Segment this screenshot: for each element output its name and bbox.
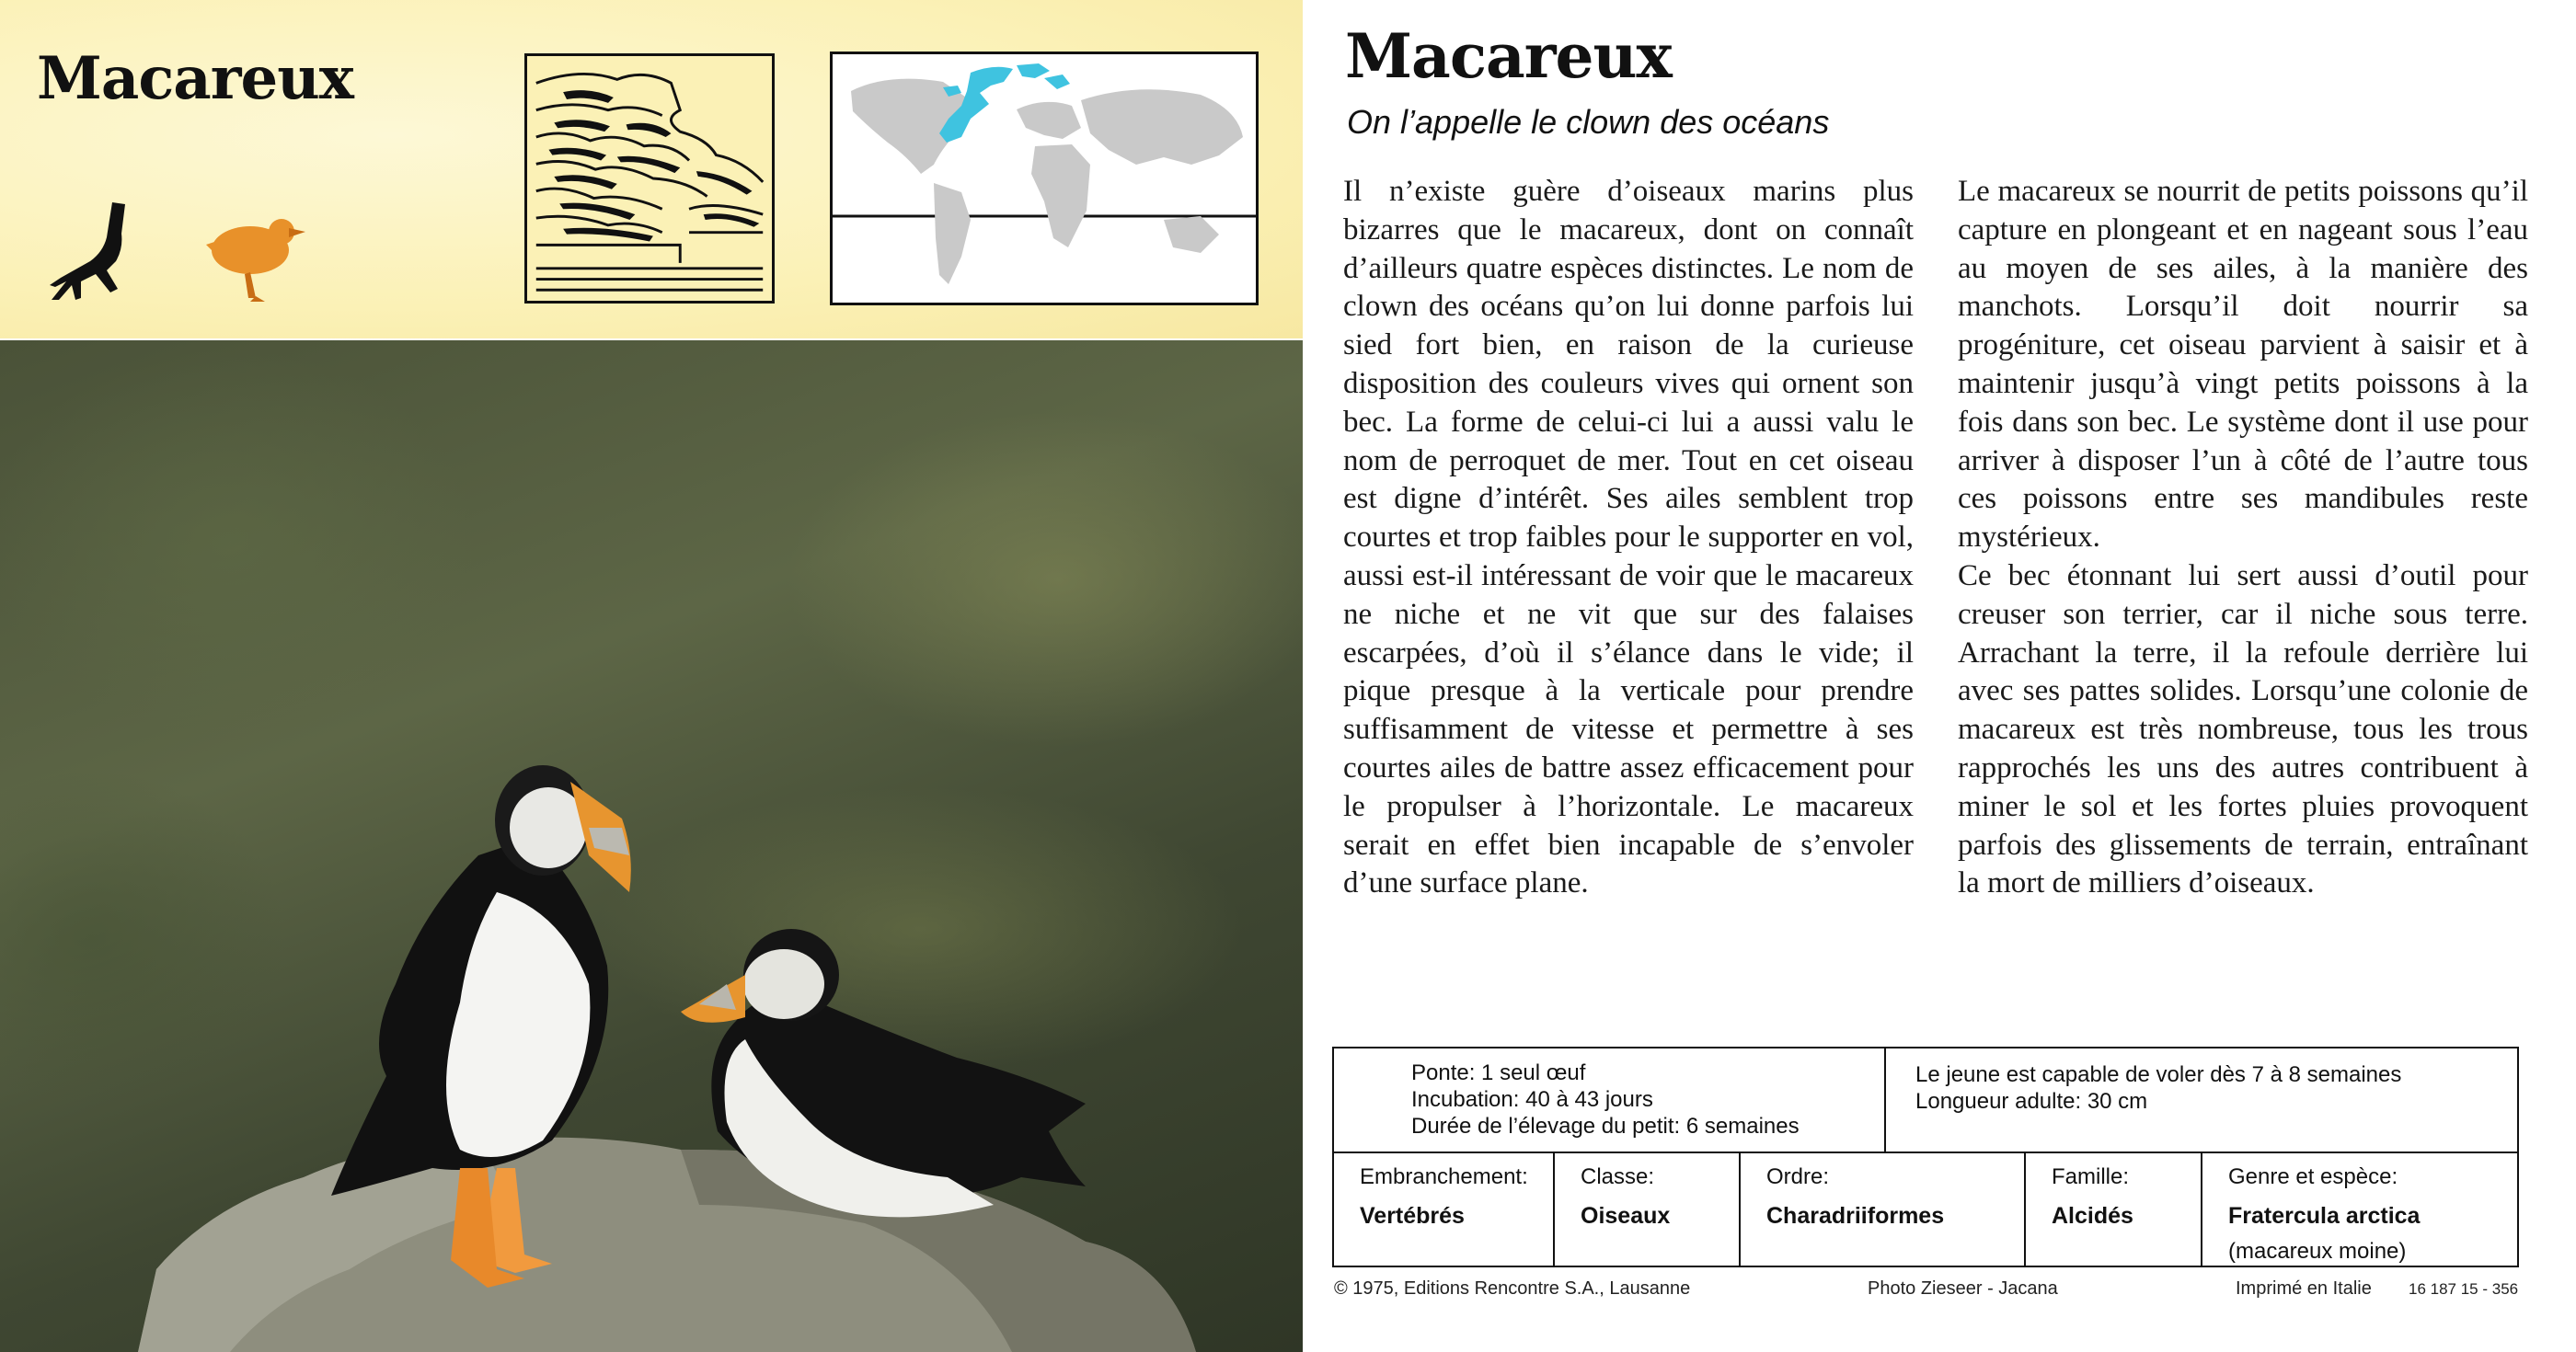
article-paragraph: Il n’existe guère d’oiseaux marins plus bizarres que le macareux, dont on connaît d’ailleurs quatre espèces distinctes. Le nom de clown des océans qu’on lui donne parfois lui sied fort bien, en raison de la curieuse disposition des couleurs vives qui ornent son bec. La forme de celui-ci lui a aussi valu le nom de perroquet de mer. Tout en cet oiseau est digne d’intérêt. Ses ailes semblent trop courtes et trop faibles pour le supporter en vol, aussi est-il intéressant de voir que le macareux ne niche et ne vit que sur des falaises escarpées, d’où il s’élance dans le vide; il pique presque à la verticale pour prendre suffisamment de vitesse et permettre à ses courtes ailes de battre assez efficacement pour le propulser à l’horizontale. Le macareux serait en effet bien incapable de s’envoler d’une surface plane. <box>1343 175 1914 900</box>
taxonomy-common-name: (macareux moine) <box>2228 1239 2407 1264</box>
article-title: Macareux <box>1345 20 1672 92</box>
taxonomy-value: Alcidés <box>2052 1203 2133 1229</box>
breeding-info-left <box>1334 1048 1886 1151</box>
article-paragraph: Le macareux se nourrit de petits poissons qu’il capture en plongeant et en nageant sous l’eau au moyen de ses ailes, à la manière des manchots. Lorsqu’il doit nourrir sa progéniture, cet oiseau parvient à saisir et à maintenir jusqu’à vingt petits poissons à la fois dans son bec. Le système dont il use pour arriver à disposer l’un à côté de l’autre tous ces poissons entre ses mandibules reste mystérieux. <box>1958 175 2528 555</box>
taxonomy-genre-espece <box>2202 1153 2517 1266</box>
photo-credit: Photo Zieseer - Jacana <box>1868 1278 2058 1299</box>
incubation-text: Incubation: 40 à 43 jours <box>1411 1087 1653 1112</box>
taxonomy-value: Oiseaux <box>1581 1203 1671 1229</box>
taxonomy-value: Fratercula arctica <box>2228 1203 2421 1229</box>
taxonomy-embranchement <box>1334 1153 1555 1266</box>
taxonomy-label: Classe: <box>1581 1164 1655 1189</box>
longueur-text: Longueur adulte: 30 cm <box>1915 1089 2148 1114</box>
footer <box>1334 1278 2530 1306</box>
taxonomy-classe <box>1555 1153 1741 1266</box>
claw-icon <box>42 197 153 307</box>
taxonomy-label: Embranchement: <box>1360 1164 1528 1189</box>
puffin-photo <box>0 340 1303 1352</box>
copyright-text: © 1975, Editions Rencontre S.A., Lausanne <box>1334 1278 1691 1299</box>
breeding-info-right <box>1886 1048 2519 1151</box>
elevage-text: Durée de l’élevage du petit: 6 semaines <box>1411 1114 1800 1139</box>
article-column-right <box>1958 173 2528 903</box>
taxonomy-label: Ordre: <box>1766 1164 1830 1189</box>
breeding-info-row <box>1334 1048 2517 1153</box>
card-title: Macareux <box>37 44 353 113</box>
card-code: 16 187 15 - 356 <box>2409 1280 2519 1298</box>
article-subtitle: On l’appelle le clown des océans <box>1347 103 1830 141</box>
info-table <box>1332 1047 2519 1267</box>
right-card <box>1303 0 2576 1352</box>
printed-in: Imprimé en Italie <box>2236 1278 2372 1299</box>
world-map-icon <box>830 52 1259 305</box>
taxonomy-row <box>1334 1153 2517 1266</box>
taxonomy-value: Vertébrés <box>1360 1203 1465 1229</box>
taxonomy-ordre <box>1741 1153 2026 1266</box>
card-header-band <box>0 0 1303 338</box>
vol-text: Le jeune est capable de voler dès 7 à 8 semaines <box>1915 1062 2402 1087</box>
ponte-text: Ponte: 1 seul œuf <box>1411 1060 1586 1085</box>
article-column-left <box>1343 173 1914 903</box>
cliff-habitat-icon <box>524 53 775 304</box>
bird-icon <box>197 199 307 309</box>
taxonomy-label: Genre et espèce: <box>2228 1164 2398 1189</box>
taxonomy-value: Charadriiformes <box>1766 1203 1945 1229</box>
taxonomy-famille <box>2026 1153 2202 1266</box>
article-paragraph: Ce bec étonnant lui sert aussi d’outil pour creuser son terrier, car il niche sous terre. Arrachant la terre, il la refoule derrière lui avec ses pattes solides. Lorsqu’une colonie de macareux est très nombreuse, tous les trous rapprochés les uns des autres contribuent à miner le sol et les fortes pluies provoquent parfois des glissements de terrain, entraînant la mort de milliers d’oiseaux. <box>1958 558 2528 900</box>
taxonomy-label: Famille: <box>2052 1164 2130 1189</box>
